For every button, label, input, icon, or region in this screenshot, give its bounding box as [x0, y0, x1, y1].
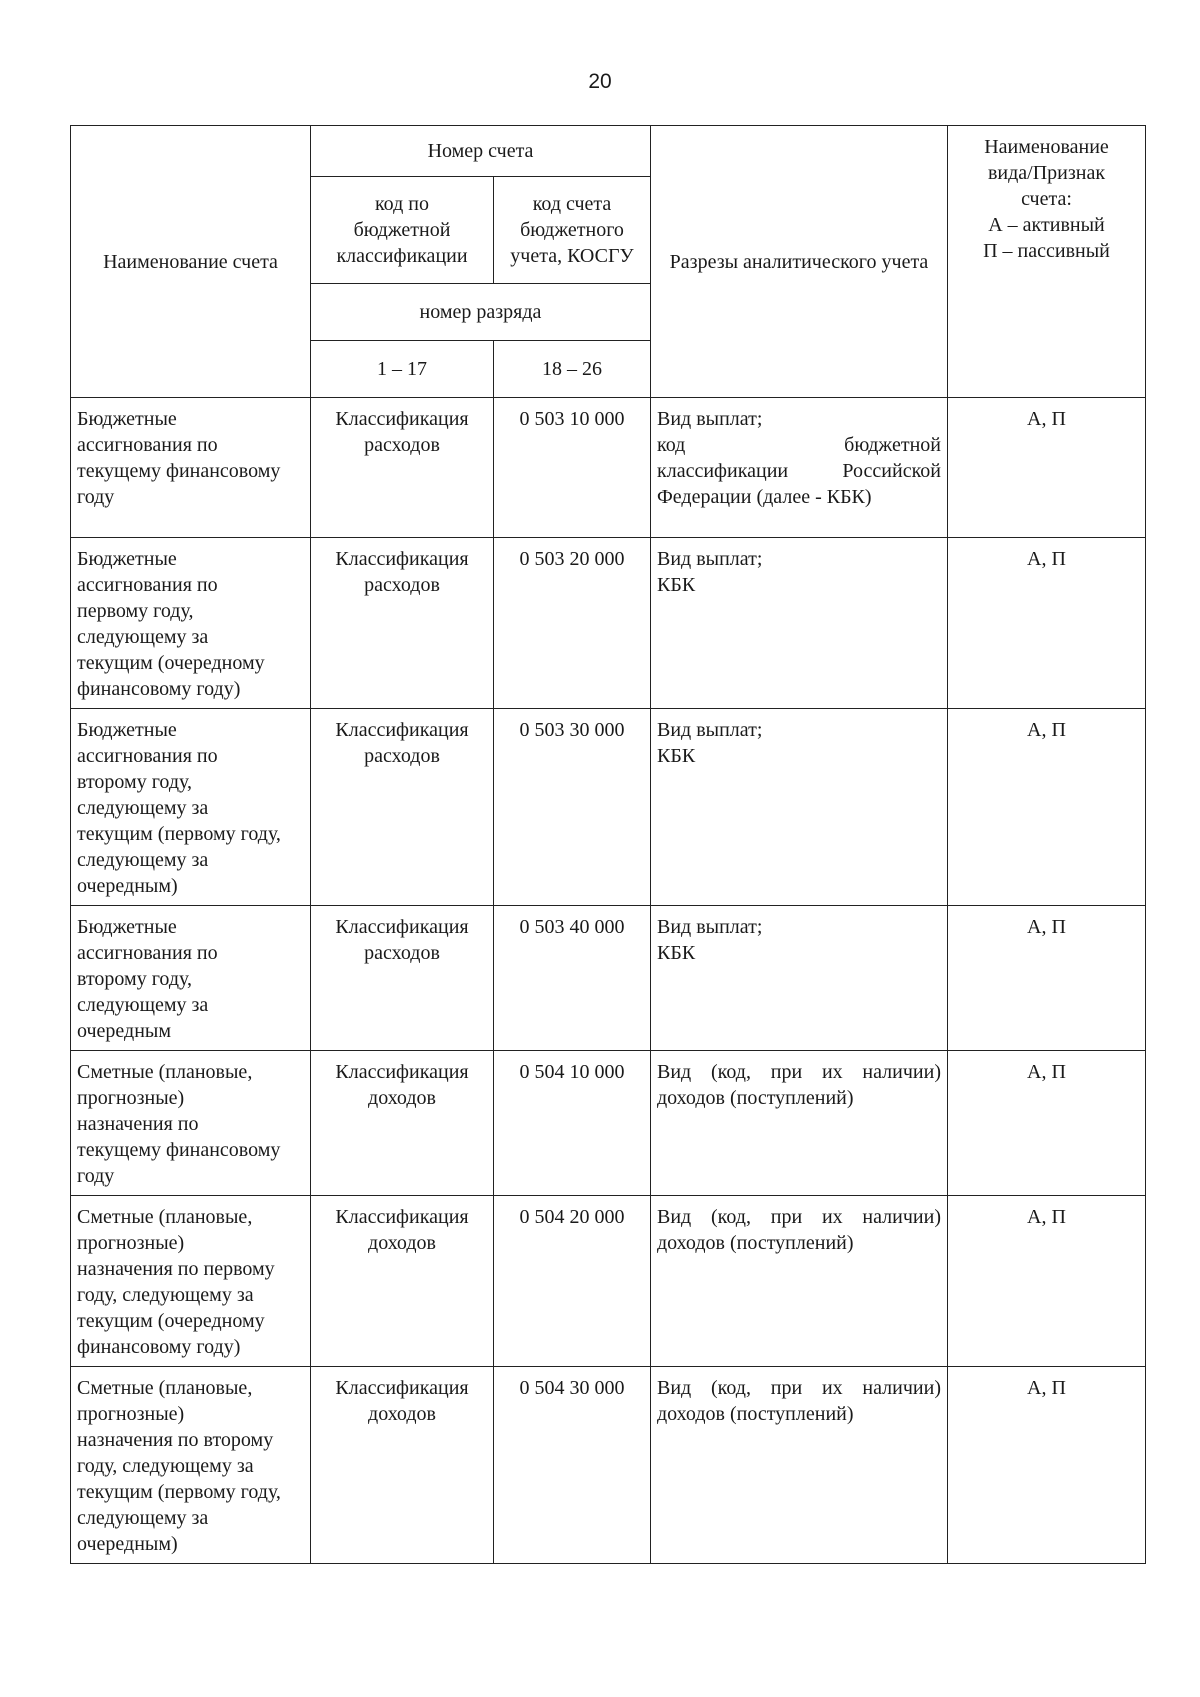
- account-name-line: Бюджетные: [77, 916, 177, 938]
- analytics-line: доходов (поступлений): [657, 1087, 854, 1109]
- classification-line: расходов: [364, 434, 440, 456]
- header-sign-line: вида/Признак: [987, 162, 1106, 184]
- classification-line: доходов: [368, 1087, 436, 1109]
- classification-line: Классификация: [335, 408, 469, 430]
- header-account-code-line: учета, КОСГУ: [510, 245, 634, 267]
- analytics-line: КБК: [657, 574, 696, 596]
- analytics-line: Вид выплат;: [657, 408, 763, 430]
- account-name-cell: [71, 1051, 311, 1196]
- table-row: [71, 538, 1146, 709]
- classification-line: доходов: [368, 1403, 436, 1425]
- table-row: [71, 709, 1146, 906]
- table-row: [71, 1051, 1146, 1196]
- classification-line: доходов: [368, 1232, 436, 1254]
- account-sign-cell: А, П: [948, 1367, 1146, 1564]
- header-analytics: Разрезы аналитического учета: [651, 126, 948, 398]
- account-code-cell: 0 503 10 000: [494, 398, 651, 538]
- account-name-line: очередным): [77, 875, 178, 897]
- classification-line: Классификация: [335, 1061, 469, 1083]
- account-name-cell: [71, 398, 311, 538]
- account-name-line: Бюджетные: [77, 719, 177, 741]
- analytics-line: Вид (код, при их наличии): [657, 1206, 941, 1228]
- account-sign-cell: А, П: [948, 709, 1146, 906]
- classification-line: Классификация: [335, 916, 469, 938]
- header-digit-number: номер разряда: [311, 284, 651, 341]
- analytics-cell: [651, 709, 948, 906]
- account-name-line: текущему финансовому: [77, 460, 281, 482]
- header-sign-line: А – активный: [988, 214, 1105, 236]
- header-digits-1: 1 – 17: [311, 341, 494, 398]
- account-name-line: прогнозные): [77, 1232, 185, 1254]
- analytics-cell: [651, 1051, 948, 1196]
- account-name-cell: [71, 1196, 311, 1367]
- classification-cell: [311, 906, 494, 1051]
- account-name-line: ассигнования по: [77, 434, 218, 456]
- classification-cell: [311, 1196, 494, 1367]
- account-sign-cell: А, П: [948, 398, 1146, 538]
- account-name-line: первому году,: [77, 600, 194, 622]
- analytics-line: классификации Российской: [657, 460, 941, 482]
- account-name-line: назначения по: [77, 1113, 199, 1135]
- account-sign-cell: А, П: [948, 1051, 1146, 1196]
- account-sign-cell: А, П: [948, 906, 1146, 1051]
- classification-line: расходов: [364, 942, 440, 964]
- header-sign-line: Наименование: [984, 136, 1109, 158]
- account-name-line: назначения по второму: [77, 1429, 274, 1451]
- analytics-line: Вид выплат;: [657, 548, 763, 570]
- header-budget-class-line: бюджетной: [353, 219, 451, 241]
- account-name-line: следующему за: [77, 1507, 209, 1529]
- header-account-number: Номер счета: [311, 126, 651, 177]
- account-name-cell: [71, 906, 311, 1051]
- table-row: [71, 906, 1146, 1051]
- header-budget-class-line: код по: [374, 193, 429, 215]
- account-name-line: году, следующему за: [77, 1455, 254, 1477]
- account-name-line: году, следующему за: [77, 1284, 254, 1306]
- account-name-line: очередным): [77, 1533, 178, 1555]
- analytics-cell: [651, 538, 948, 709]
- account-name-line: году: [77, 486, 115, 508]
- classification-cell: [311, 709, 494, 906]
- analytics-line: Вид выплат;: [657, 916, 763, 938]
- analytics-cell: [651, 398, 948, 538]
- classification-line: расходов: [364, 574, 440, 596]
- header-account-code: [494, 177, 651, 284]
- classification-cell: [311, 1367, 494, 1564]
- account-sign-cell: А, П: [948, 538, 1146, 709]
- account-name-line: текущим (очередному: [77, 652, 265, 674]
- header-budget-class-code: [311, 177, 494, 284]
- classification-line: Классификация: [335, 1377, 469, 1399]
- account-name-line: Сметные (плановые,: [77, 1061, 253, 1083]
- account-code-cell: 0 503 40 000: [494, 906, 651, 1051]
- account-code-cell: 0 503 30 000: [494, 709, 651, 906]
- analytics-line: Вид выплат;: [657, 719, 763, 741]
- account-name-line: году: [77, 1165, 115, 1187]
- account-name-line: текущим (первому году,: [77, 1481, 281, 1503]
- analytics-line: КБК: [657, 942, 696, 964]
- header-sign-line: П – пассивный: [983, 240, 1110, 262]
- account-name-line: ассигнования по: [77, 574, 218, 596]
- header-budget-class-line: классификации: [336, 245, 468, 267]
- account-name-line: второму году,: [77, 968, 192, 990]
- account-name-line: текущим (очередному: [77, 1310, 265, 1332]
- table-row: [71, 1196, 1146, 1367]
- header-digits-2: 18 – 26: [494, 341, 651, 398]
- account-name-line: Бюджетные: [77, 408, 177, 430]
- classification-cell: [311, 1051, 494, 1196]
- account-name-cell: [71, 709, 311, 906]
- account-name-line: ассигнования по: [77, 942, 218, 964]
- classification-cell: [311, 398, 494, 538]
- account-name-line: следующему за: [77, 797, 209, 819]
- account-code-cell: 0 503 20 000: [494, 538, 651, 709]
- header-sign: [948, 126, 1146, 398]
- account-name-line: ассигнования по: [77, 745, 218, 767]
- classification-line: расходов: [364, 745, 440, 767]
- account-name-line: текущему финансовому: [77, 1139, 281, 1161]
- account-name-line: следующему за: [77, 849, 209, 871]
- analytics-line: Вид (код, при их наличии): [657, 1061, 941, 1083]
- classification-line: Классификация: [335, 1206, 469, 1228]
- analytics-line: Федерации (далее - КБК): [657, 486, 872, 508]
- account-name-line: очередным: [77, 1020, 172, 1042]
- analytics-cell: [651, 1367, 948, 1564]
- account-name-line: Сметные (плановые,: [77, 1377, 253, 1399]
- account-name-line: Бюджетные: [77, 548, 177, 570]
- analytics-line: доходов (поступлений): [657, 1232, 854, 1254]
- header-account-code-line: код счета: [532, 193, 612, 215]
- table-row: [71, 1367, 1146, 1564]
- account-name-line: следующему за: [77, 994, 209, 1016]
- classification-line: Классификация: [335, 548, 469, 570]
- analytics-line: доходов (поступлений): [657, 1403, 854, 1425]
- classification-cell: [311, 538, 494, 709]
- analytics-cell: [651, 1196, 948, 1367]
- analytics-line: Вид (код, при их наличии): [657, 1377, 941, 1399]
- account-code-cell: 0 504 10 000: [494, 1051, 651, 1196]
- analytics-line: код бюджетной: [657, 434, 941, 456]
- page-number: 20: [588, 70, 612, 93]
- account-name-line: текущим (первому году,: [77, 823, 281, 845]
- header-account-name: Наименование счета: [71, 126, 311, 398]
- analytics-line: КБК: [657, 745, 696, 767]
- account-code-cell: 0 504 20 000: [494, 1196, 651, 1367]
- account-name-line: следующему за: [77, 626, 209, 648]
- accounts-table: [70, 125, 1146, 1564]
- account-name-line: финансовому году): [77, 678, 241, 700]
- account-name-line: прогнозные): [77, 1087, 185, 1109]
- analytics-cell: [651, 906, 948, 1051]
- account-name-line: назначения по первому: [77, 1258, 275, 1280]
- table-row: [71, 398, 1146, 538]
- classification-line: Классификация: [335, 719, 469, 741]
- account-name-cell: [71, 1367, 311, 1564]
- account-name-line: Сметные (плановые,: [77, 1206, 253, 1228]
- account-name-line: второму году,: [77, 771, 192, 793]
- header-sign-line: счета:: [1021, 188, 1072, 210]
- header-account-code-line: бюджетного: [520, 219, 624, 241]
- account-code-cell: 0 504 30 000: [494, 1367, 651, 1564]
- account-name-line: финансовому году): [77, 1336, 241, 1358]
- account-name-cell: [71, 538, 311, 709]
- account-sign-cell: А, П: [948, 1196, 1146, 1367]
- account-name-line: прогнозные): [77, 1403, 185, 1425]
